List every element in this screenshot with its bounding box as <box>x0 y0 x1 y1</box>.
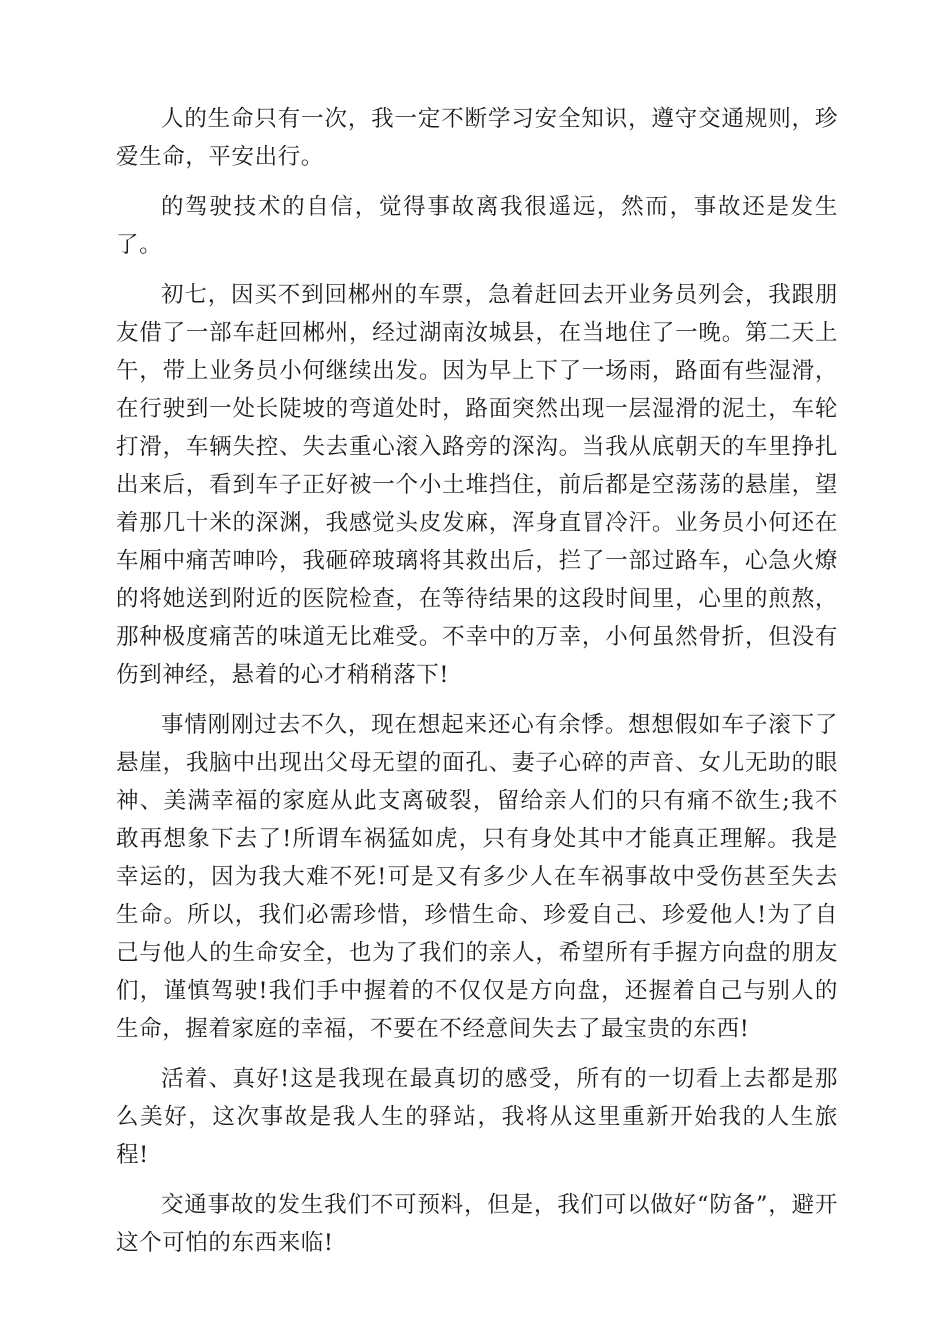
document-body <box>116 100 838 1274</box>
paragraph-6: 交通事故的发生我们不可预料，但是，我们可以做好“防备”，避开这个可怕的东西来临! <box>116 1192 838 1256</box>
paragraph-5: 活着、真好!这是我现在最真切的感受，所有的一切看上去都是那么美好，这次事故是我人生的驿站，我将从这里重新开始我的人生旅程! <box>116 1066 838 1168</box>
paragraph-1: 人的生命只有一次，我一定不断学习安全知识，遵守交通规则，珍爱生命，平安出行。 <box>116 106 838 170</box>
paragraph-2: 的驾驶技术的自信，觉得事故离我很遥远，然而，事故还是发生了。 <box>116 194 838 258</box>
paragraph-4: 事情刚刚过去不久，现在想起来还心有余悸。想想假如车子滚下了悬崖，我脑中出现出父母无望的面孔、妻子心碎的声音、女儿无助的眼神、美满幸福的家庭从此支离破裂，留给亲人们的只有痛不欲生;我不敢再想象下去了!所谓车祸猛如虎，只有身处其中才能真正理解。我是幸运的，因为我大难不死!可是又有多少人在车祸事故中受伤甚至失去生命。所以，我们必需珍惜，珍惜生命、珍爱自己、珍爱他人!为了自己与他人的生命安全，也为了我们的亲人，希望所有手握方向盘的朋友们，谨慎驾驶!我们手中握着的不仅仅是方向盘，还握着自己与别人的生命，握着家庭的幸福，不要在不经意间失去了最宝贵的东西! <box>116 712 838 1042</box>
paragraph-3: 初七，因买不到回郴州的车票，急着赶回去开业务员列会，我跟朋友借了一部车赶回郴州，经过湖南汝城县，在当地住了一晚。第二天上午，带上业务员小何继续出发。因为早上下了一场雨，路面有些湿滑，在行驶到一处长陡坡的弯道处时，路面突然出现一层湿滑的泥土，车轮打滑，车辆失控、失去重心滚入路旁的深沟。当我从底朝天的车里挣扎出来后，看到车子正好被一个小土堆挡住，前后都是空荡荡的悬崖，望着那几十米的深渊，我感觉头皮发麻，浑身直冒冷汗。业务员小何还在车厢中痛苦呻吟，我砸碎玻璃将其救出后，拦了一部过路车，心急火燎的将她送到附近的医院检查，在等待结果的这段时间里，心里的煎熬，那种极度痛苦的味道无比难受。不幸中的万幸，小何虽然骨折，但没有伤到神经，悬着的心才稍稍落下! <box>116 282 838 688</box>
